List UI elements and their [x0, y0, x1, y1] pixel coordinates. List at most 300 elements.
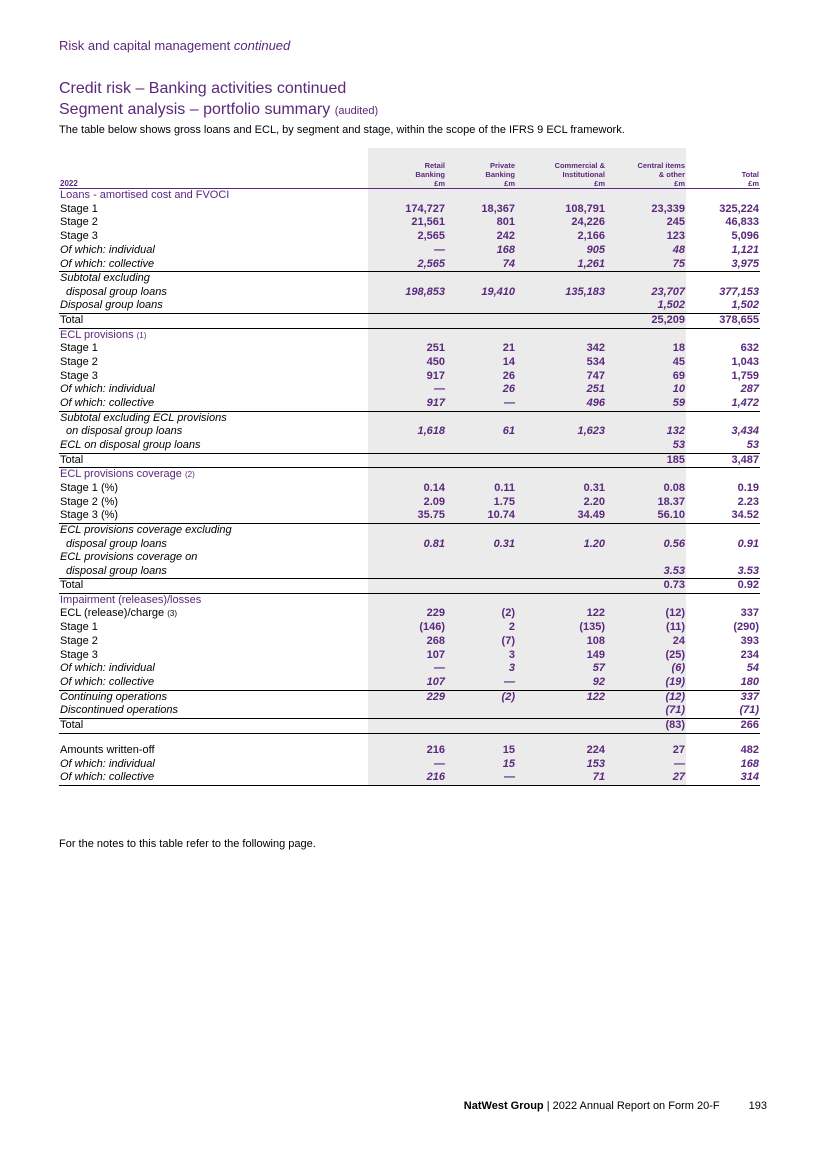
value-cell: 107 — [368, 676, 446, 690]
row-label — [59, 397, 368, 411]
column-header — [516, 148, 606, 189]
table-row — [59, 676, 760, 690]
value-cell: (146) — [368, 621, 446, 635]
value-cell: 2,166 — [516, 230, 606, 244]
row-label-text: Continuing operations — [60, 690, 168, 703]
page-subtitle — [59, 101, 378, 119]
table-row — [59, 662, 760, 676]
footer-report: 2022 Annual Report on Form 20-F — [552, 1100, 720, 1112]
year-label: 2022 — [59, 148, 368, 189]
footer-brand: NatWest Group — [463, 1100, 544, 1112]
value-cell: 251 — [516, 383, 606, 397]
value-cell: 168 — [446, 244, 516, 258]
table-row — [59, 370, 760, 384]
row-label-text: Amounts written-off — [60, 743, 155, 756]
row-label — [59, 758, 368, 772]
row-label — [59, 439, 368, 453]
value-cell: 15 — [446, 758, 516, 772]
table-row — [59, 496, 760, 510]
value-cell: — — [368, 244, 446, 258]
value-cell: 3,975 — [686, 258, 760, 272]
page-footer — [464, 1100, 767, 1112]
empty-cell — [368, 328, 446, 342]
value-cell: 2.23 — [737, 495, 759, 508]
value-cell: 234 — [740, 648, 759, 661]
row-label — [59, 411, 368, 439]
row-label-text: Stage 2 (%) — [60, 495, 119, 508]
value-cell: 2.20 — [516, 496, 606, 510]
row-label — [59, 230, 368, 244]
value-cell — [446, 313, 516, 328]
value-cell: 5,096 — [731, 230, 759, 243]
row-label — [59, 299, 368, 313]
value-cell: 337 — [740, 607, 759, 620]
row-label-text: Discontinued operations — [60, 704, 179, 717]
value-cell: 2.09 — [368, 496, 446, 510]
subtitle-suffix: (audited) — [334, 105, 379, 117]
value-cell — [446, 719, 516, 734]
table-row — [59, 397, 760, 411]
row-label-text: Of which: collective — [60, 771, 155, 784]
row-label — [59, 662, 368, 676]
value-cell: 377,153 — [719, 285, 759, 298]
row-label-text: Of which: individual — [60, 243, 155, 256]
empty-cell — [446, 593, 516, 607]
value-cell: (6) — [606, 662, 686, 676]
row-label — [59, 621, 368, 635]
value-cell: (71) — [686, 704, 760, 718]
row-label — [59, 356, 368, 370]
value-cell: 57 — [516, 662, 606, 676]
value-cell — [516, 551, 606, 579]
value-cell: 801 — [446, 216, 516, 230]
empty-cell — [446, 468, 516, 482]
value-cell — [516, 704, 606, 718]
row-label — [59, 370, 368, 384]
column-header-line: Private — [489, 161, 515, 170]
empty-cell — [686, 468, 760, 482]
row-label — [59, 690, 368, 704]
value-cell: 0.92 — [686, 579, 760, 594]
value-cell: 3 — [446, 649, 516, 663]
value-cell — [516, 719, 606, 734]
value-cell: 18.37 — [606, 496, 686, 510]
row-label — [59, 453, 368, 468]
value-cell: 229 — [368, 607, 446, 621]
value-cell: (25) — [606, 649, 686, 663]
row-label — [59, 744, 368, 758]
value-cell: 917 — [368, 397, 446, 411]
value-cell: 168 — [740, 757, 759, 770]
value-cell: 122 — [516, 690, 606, 704]
group-heading — [59, 328, 368, 342]
value-cell: 27 — [606, 771, 686, 785]
column-header-line: Total — [741, 170, 759, 179]
table-row — [59, 313, 760, 328]
row-label — [59, 496, 368, 510]
group-heading — [59, 189, 368, 203]
group-heading-text: ECL provisions — [60, 328, 134, 341]
value-cell: 24,226 — [516, 216, 606, 230]
value-cell: 1,623 — [516, 411, 606, 439]
row-label — [59, 676, 368, 690]
row-label-text: Disposal group loans — [60, 299, 163, 312]
table-row — [59, 148, 760, 189]
value-cell: 10.74 — [446, 509, 516, 523]
table-row — [59, 299, 760, 313]
value-cell: 54 — [746, 662, 759, 675]
row-label-text: Of which: collective — [60, 397, 155, 410]
column-header-line: Commercial & — [554, 161, 605, 170]
row-label — [59, 635, 368, 649]
row-label-line: on disposal group loans — [66, 425, 183, 438]
row-label-text: Stage 1 (%) — [60, 481, 119, 494]
value-cell: 450 — [368, 356, 446, 370]
column-header-line: £m — [674, 179, 685, 188]
spacer-cell — [516, 733, 606, 744]
value-cell: 0.31 — [516, 482, 606, 496]
spacer-cell — [606, 733, 686, 744]
value-cell: 0.08 — [606, 482, 686, 496]
row-label-line: disposal group loans — [66, 285, 167, 298]
table-row — [59, 649, 760, 663]
value-cell: 1,502 — [606, 299, 686, 313]
value-cell: 2,565 — [368, 230, 446, 244]
footnote-ref: (1) — [136, 330, 147, 340]
footnote-ref: (3) — [167, 609, 177, 619]
row-label — [59, 524, 368, 552]
value-cell: 34.49 — [516, 509, 606, 523]
value-cell: 266 — [686, 719, 760, 734]
column-header-line: Institutional — [562, 170, 605, 179]
row-label — [59, 258, 368, 272]
value-cell: 917 — [368, 370, 446, 384]
column-header-line: £m — [594, 179, 605, 188]
value-cell: (83) — [606, 719, 686, 734]
row-label-line: ECL provisions coverage on — [60, 551, 198, 564]
empty-cell — [686, 328, 760, 342]
value-cell: 21,561 — [368, 216, 446, 230]
value-cell — [368, 719, 446, 734]
row-label-text: Stage 3 — [60, 369, 98, 382]
section-title: Risk and capital management — [59, 38, 231, 53]
value-cell: 337 — [740, 690, 759, 703]
value-cell: 1,618 — [368, 411, 446, 439]
spacer-cell — [446, 733, 516, 744]
value-cell: 251 — [368, 342, 446, 356]
value-cell — [446, 704, 516, 718]
value-cell: 1.20 — [516, 524, 606, 552]
value-cell — [368, 453, 446, 468]
value-cell: 14 — [446, 356, 516, 370]
empty-cell — [446, 328, 516, 342]
value-cell: — — [446, 771, 516, 785]
row-label-text: Stage 3 (%) — [60, 509, 119, 522]
value-cell: 314 — [686, 771, 760, 785]
value-cell — [516, 313, 606, 328]
value-cell: 0.73 — [606, 579, 686, 594]
value-cell: 61 — [446, 411, 516, 439]
value-cell: 174,727 — [368, 203, 446, 217]
row-label — [59, 244, 368, 258]
value-cell: 149 — [516, 649, 606, 663]
value-cell — [446, 453, 516, 468]
table-row — [59, 621, 760, 635]
row-label — [59, 551, 368, 579]
row-label — [59, 607, 368, 621]
value-cell: 10 — [606, 383, 686, 397]
value-cell: 18 — [606, 342, 686, 356]
footnote-ref: (2) — [184, 470, 195, 480]
table-row — [59, 704, 760, 718]
row-label-text: Stage 2 — [60, 634, 98, 647]
row-label — [59, 203, 368, 217]
group-heading — [59, 468, 368, 482]
value-cell: 25,209 — [606, 313, 686, 328]
row-label — [59, 704, 368, 718]
row-label-text: Stage 1 — [60, 342, 98, 355]
value-cell: (135) — [516, 621, 606, 635]
footer-separator: | — [546, 1100, 550, 1112]
value-cell: 342 — [516, 342, 606, 356]
value-cell: 71 — [516, 771, 606, 785]
value-cell: 23,707 — [606, 272, 686, 300]
value-cell: (7) — [446, 635, 516, 649]
value-cell: 75 — [606, 258, 686, 272]
row-label-text: Total — [60, 453, 84, 466]
value-cell: 2 — [446, 621, 516, 635]
empty-cell — [368, 189, 446, 203]
value-cell: 0.81 — [368, 524, 446, 552]
table-row — [59, 439, 760, 453]
value-cell: 287 — [740, 383, 759, 396]
spacer-cell — [59, 733, 368, 744]
section-suffix: continued — [233, 38, 291, 53]
value-cell: 18,367 — [446, 203, 516, 217]
value-cell: 242 — [446, 230, 516, 244]
portfolio-summary-table — [59, 148, 760, 786]
row-label — [59, 216, 368, 230]
table-row — [59, 272, 760, 300]
value-cell: 216 — [368, 771, 446, 785]
value-cell: 53 — [686, 439, 760, 453]
value-cell: 24 — [606, 635, 686, 649]
value-cell: 21 — [446, 342, 516, 356]
value-cell: 496 — [516, 397, 606, 411]
row-label — [59, 272, 368, 300]
value-cell — [516, 453, 606, 468]
row-label — [59, 579, 368, 594]
row-label-text: Of which: collective — [60, 675, 155, 688]
column-header-line: Banking — [485, 170, 515, 179]
value-cell: 1,502 — [686, 299, 760, 313]
value-cell: 132 — [606, 411, 686, 439]
row-label — [59, 771, 368, 785]
table-row — [59, 524, 760, 552]
value-cell: (2) — [446, 690, 516, 704]
table-row — [59, 356, 760, 370]
value-cell: 198,853 — [368, 272, 446, 300]
value-cell: 34.52 — [686, 509, 760, 523]
table-row — [59, 579, 760, 594]
row-label — [59, 509, 368, 523]
value-cell: 0.31 — [446, 524, 516, 552]
value-cell: 632 — [740, 342, 759, 355]
row-label-line: ECL provisions coverage excluding — [60, 524, 232, 537]
row-label-text: Total — [60, 313, 84, 326]
value-cell: 26 — [446, 383, 516, 397]
row-label-text: Stage 1 — [60, 202, 98, 215]
value-cell: 3.53 — [606, 551, 686, 579]
table-row — [59, 328, 760, 342]
group-heading-text: ECL provisions coverage — [60, 468, 182, 481]
value-cell: 92 — [516, 676, 606, 690]
value-cell: 123 — [606, 230, 686, 244]
empty-cell — [686, 593, 760, 607]
value-cell: (19) — [606, 676, 686, 690]
value-cell: 378,655 — [686, 313, 760, 328]
value-cell: 482 — [740, 743, 759, 756]
intro-text: The table below shows gross loans and ECL, by segment and stage, within the scope of the IFRS 9 ECL framework. — [59, 124, 625, 136]
value-cell: 1,261 — [516, 258, 606, 272]
row-label-line: Subtotal excluding ECL provisions — [60, 411, 227, 424]
value-cell — [446, 299, 516, 313]
row-label — [59, 482, 368, 496]
value-cell: (12) — [606, 690, 686, 704]
value-cell: 3,487 — [686, 453, 760, 468]
table-row — [59, 342, 760, 356]
value-cell — [368, 439, 446, 453]
row-label — [59, 342, 368, 356]
empty-cell — [516, 468, 606, 482]
value-cell: — — [446, 676, 516, 690]
page-number: 193 — [748, 1100, 767, 1112]
value-cell — [516, 299, 606, 313]
value-cell: 19,410 — [446, 272, 516, 300]
value-cell: 48 — [606, 244, 686, 258]
value-cell: 245 — [606, 216, 686, 230]
group-heading — [59, 593, 368, 607]
page-title: Credit risk – Banking activities continued — [59, 80, 347, 97]
value-cell: 0.19 — [737, 481, 759, 494]
value-cell: 15 — [446, 744, 516, 758]
table-notes: For the notes to this table refer to the following page. — [59, 838, 316, 850]
table-row — [59, 453, 760, 468]
value-cell: 224 — [516, 744, 606, 758]
value-cell: 229 — [368, 690, 446, 704]
table-row — [59, 744, 760, 758]
value-cell: 56.10 — [606, 509, 686, 523]
empty-cell — [368, 593, 446, 607]
empty-cell — [686, 189, 760, 203]
table-row — [59, 771, 760, 785]
value-cell: 0.91 — [737, 537, 759, 550]
value-cell: 35.75 — [368, 509, 446, 523]
table-row — [59, 551, 760, 579]
value-cell: 46,833 — [725, 216, 759, 229]
empty-cell — [516, 189, 606, 203]
value-cell: 108 — [516, 635, 606, 649]
value-cell: 2,565 — [368, 258, 446, 272]
value-cell: 0.14 — [368, 482, 446, 496]
value-cell: 905 — [516, 244, 606, 258]
value-cell — [368, 313, 446, 328]
value-cell — [368, 299, 446, 313]
value-cell: 534 — [516, 356, 606, 370]
value-cell: 1,759 — [731, 369, 759, 382]
value-cell: 0.56 — [606, 524, 686, 552]
value-cell — [368, 579, 446, 594]
table-row — [59, 468, 760, 482]
table-row — [59, 189, 760, 203]
value-cell: — — [368, 758, 446, 772]
row-label-line: Subtotal excluding — [60, 272, 150, 285]
column-header-line: £m — [434, 179, 445, 188]
table-row — [59, 383, 760, 397]
spacer-cell — [368, 733, 446, 744]
value-cell: (71) — [606, 704, 686, 718]
empty-cell — [446, 189, 516, 203]
table-row — [59, 758, 760, 772]
table-row — [59, 482, 760, 496]
group-heading-text: Impairment (releases)/losses — [60, 593, 202, 606]
table-row — [59, 203, 760, 217]
row-label-text: ECL on disposal group loans — [60, 438, 201, 451]
value-cell: 1,121 — [731, 243, 759, 256]
table-row — [59, 244, 760, 258]
empty-cell — [606, 468, 686, 482]
value-cell: 747 — [516, 370, 606, 384]
column-header — [446, 148, 516, 189]
row-label-text: ECL (release)/charge — [60, 607, 165, 620]
value-cell: 153 — [516, 758, 606, 772]
value-cell: (2) — [446, 607, 516, 621]
table-row — [59, 607, 760, 621]
table-row — [59, 509, 760, 523]
value-cell: 107 — [368, 649, 446, 663]
empty-cell — [516, 593, 606, 607]
row-label-text: Of which: individual — [60, 383, 155, 396]
column-header — [606, 148, 686, 189]
value-cell — [368, 704, 446, 718]
row-label-text: Total — [60, 719, 84, 732]
value-cell: 3.53 — [686, 551, 760, 579]
empty-cell — [516, 328, 606, 342]
empty-cell — [606, 189, 686, 203]
value-cell: 122 — [516, 607, 606, 621]
column-header-line: Banking — [415, 170, 445, 179]
column-header — [368, 148, 446, 189]
value-cell: (290) — [733, 621, 759, 634]
value-cell: 1,472 — [686, 397, 760, 411]
value-cell: — — [368, 662, 446, 676]
empty-cell — [606, 328, 686, 342]
value-cell: 1,043 — [731, 356, 759, 369]
column-header — [686, 148, 760, 189]
row-label — [59, 313, 368, 328]
value-cell: 1.75 — [446, 496, 516, 510]
table-row — [59, 230, 760, 244]
row-label-text: Stage 3 — [60, 648, 98, 661]
table-row — [59, 635, 760, 649]
table-row — [59, 733, 760, 744]
value-cell: 180 — [686, 676, 760, 690]
value-cell: 74 — [446, 258, 516, 272]
value-cell: 26 — [446, 370, 516, 384]
value-cell: 216 — [368, 744, 446, 758]
value-cell: 185 — [606, 453, 686, 468]
value-cell: — — [446, 397, 516, 411]
